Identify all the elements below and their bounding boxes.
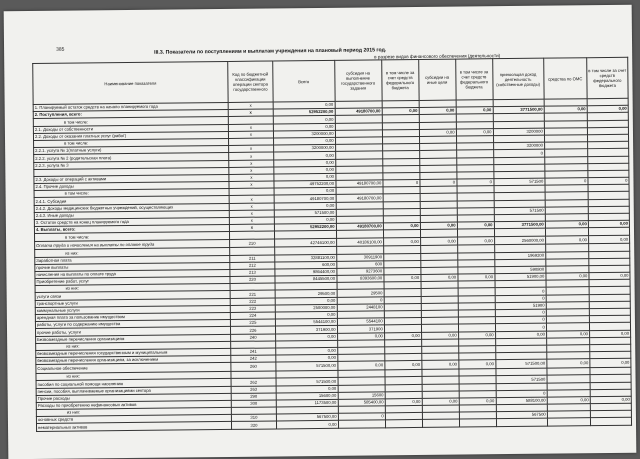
- row-label: Социальное обеспечение: [36, 363, 231, 374]
- header-name: Наименование показателя: [33, 61, 228, 104]
- row-value: 52952200,00: [274, 224, 336, 232]
- row-label: из них:: [35, 284, 230, 293]
- row-value: 51900: [495, 302, 546, 310]
- row-label: прочие выплаты: [35, 262, 230, 271]
- row-value: 0,00: [382, 108, 419, 116]
- row-label: 2.2.2. услуга № 2 (родительская плата): [34, 153, 229, 162]
- row-code: x: [229, 217, 274, 225]
- row-value: 29500,00: [275, 290, 337, 298]
- row-code: x: [229, 195, 274, 203]
- row-code: x: [229, 159, 274, 167]
- row-label: пенсии, пособия, выплачиваемые организациями сектора: [36, 386, 231, 395]
- row-label: в том числе:: [34, 189, 229, 198]
- row-value: 42746100,00: [275, 238, 337, 247]
- row-code: 240: [230, 334, 275, 342]
- row-code: x: [228, 124, 273, 132]
- row-code: x: [228, 145, 273, 153]
- row-value: 0,00: [274, 152, 336, 160]
- row-value: 49180700,00: [336, 223, 383, 231]
- row-value: 51900,00: [494, 273, 545, 281]
- row-value: 0,00: [274, 216, 336, 224]
- row-value: 49180700,00: [335, 108, 382, 116]
- row-value: 29500: [337, 289, 384, 297]
- row-value: 0,00: [587, 105, 628, 113]
- row-value: 0,00: [274, 188, 336, 196]
- row-value: 49180700,00: [274, 195, 336, 203]
- row-value: 3200000: [493, 142, 544, 150]
- row-label: Оплата труда и начисления на выплаты по оплате труда: [35, 239, 230, 250]
- row-value: 0,00: [277, 421, 339, 429]
- row-value: [338, 420, 385, 428]
- row-value: 0,00: [384, 275, 421, 283]
- row-label: из них:: [36, 408, 231, 417]
- row-label: 2.4.3. Иные доходы: [34, 210, 229, 219]
- row-code: 262: [231, 378, 276, 386]
- row-value: 0,00: [274, 166, 336, 174]
- row-code: x: [228, 102, 273, 110]
- row-value: 371900: [337, 325, 384, 333]
- row-label: прочие работы, услуги: [35, 327, 230, 336]
- row-code: x: [229, 152, 274, 160]
- row-value: 0,00: [274, 202, 336, 210]
- row-code: 220: [230, 276, 275, 284]
- row-value: 0,00: [422, 398, 459, 406]
- row-label: 2.2.1. услуга № 1(платные услуги): [34, 146, 229, 155]
- row-value: 571500: [493, 178, 544, 186]
- row-label: работы, услуги по содержанию имущества: [35, 320, 230, 329]
- row-value: 0,00: [589, 330, 630, 338]
- row-value: 567500: [496, 411, 547, 419]
- row-label: безвозмездные перечисления организациям, за исключением: [36, 356, 231, 365]
- row-value: 0: [495, 309, 546, 317]
- row-value: 52952200,00: [273, 109, 335, 117]
- row-code: x: [229, 167, 274, 175]
- row-value: 0,00: [385, 398, 422, 406]
- row-value: 0,00: [337, 332, 384, 340]
- row-value: 0,00: [276, 385, 338, 393]
- header-inc3: в том числе за счет средств федерального бюджета: [587, 57, 629, 98]
- row-value: 49180700,00: [336, 180, 383, 188]
- row-value: 15600: [338, 392, 385, 400]
- row-code: x: [228, 131, 273, 139]
- row-value: 0: [545, 178, 588, 186]
- row-value: 0: [338, 413, 385, 421]
- row-value: 0: [383, 180, 420, 188]
- row-value: 0,00: [419, 129, 456, 137]
- row-value: 0,00: [385, 361, 422, 370]
- row-value: [547, 418, 590, 426]
- row-value: 0,00: [420, 222, 457, 230]
- row-value: 0,00: [458, 274, 495, 282]
- row-value: 0,00: [276, 333, 338, 341]
- row-value: 8445500,00: [275, 275, 337, 283]
- row-value: 0,00: [458, 331, 495, 339]
- header-subsidy: субсидия на выполнение государственного задания: [334, 60, 382, 101]
- row-value: 588100,00: [496, 397, 547, 405]
- row-value: 0,00: [274, 159, 336, 167]
- row-value: 571500,00: [274, 209, 336, 217]
- row-value: 0,00: [457, 222, 494, 230]
- row-value: 0,00: [546, 330, 589, 338]
- row-code: 241: [231, 348, 276, 356]
- row-value: 0,00: [273, 123, 335, 131]
- row-value: 567500,00: [276, 414, 338, 422]
- row-value: 0,00: [273, 101, 335, 109]
- row-value: 15600,00: [276, 392, 338, 400]
- row-code: 213: [230, 269, 275, 277]
- row-label: транспортные услуги: [35, 298, 230, 307]
- row-value: 3200000,00: [273, 130, 335, 138]
- row-label: в том числе:: [33, 117, 228, 126]
- row-label: Безвозмездные перечисления организациям: [36, 334, 231, 343]
- row-code: 223: [230, 305, 275, 313]
- header-code: Код по бюджетной классификации операции сектора государственного: [228, 61, 274, 102]
- row-value: 9864400,00: [275, 268, 337, 276]
- row-value: [590, 418, 631, 426]
- row-label: 2.2.3. услуга № 3: [34, 160, 229, 169]
- row-value: 0,00: [421, 332, 458, 340]
- row-value: 5544100,00: [275, 319, 337, 327]
- row-value: 585400,00: [338, 399, 385, 407]
- row-value: 30911900: [336, 253, 383, 261]
- row-value: [496, 419, 547, 427]
- row-value: 3771500,00: [494, 221, 545, 229]
- row-label: коммунальные услуги: [35, 305, 230, 314]
- row-value: 40186100,00: [336, 237, 383, 246]
- row-value: 8393600,00: [337, 275, 384, 283]
- row-value: 0,00: [495, 331, 546, 339]
- row-value: 3200000,00: [274, 144, 336, 152]
- row-label: начисления на выплаты по оплате труда: [35, 269, 230, 278]
- row-code: 221: [230, 290, 275, 298]
- row-value: 0,00: [274, 173, 336, 181]
- row-value: 49752200,00: [274, 180, 336, 188]
- header-other: субсидии на иные цели: [418, 59, 455, 100]
- row-label: арендная плата за пользование имуществом: [35, 312, 230, 321]
- row-value: 0,00: [275, 311, 337, 319]
- row-value: [385, 420, 422, 428]
- row-label: 3. Остаток средств на конец планируемого года: [34, 217, 229, 226]
- row-value: 0,00: [337, 361, 384, 370]
- row-label: 2.3. Доходы от операций с активами: [34, 174, 229, 183]
- row-value: 0,00: [589, 272, 630, 280]
- row-label: 2.1. Доходы от собственности: [33, 124, 228, 133]
- document-sheet: [4, 5, 637, 459]
- header-income: приносящая доход деятельность (собственные доходы): [492, 58, 544, 100]
- row-value: 571500,00: [495, 359, 546, 368]
- row-value: 590800: [494, 266, 545, 274]
- row-value: 0: [337, 297, 384, 305]
- row-value: 571500: [494, 207, 545, 215]
- row-value: 0,00: [276, 354, 338, 362]
- row-label: из них:: [36, 372, 231, 381]
- row-label: 2.2. Доходы от оказания платных услуг (работ): [33, 131, 228, 140]
- row-code: x: [229, 174, 274, 182]
- row-value: 571500,00: [276, 378, 338, 386]
- row-code: 310: [231, 414, 276, 422]
- row-label: 2.4.2. Доходы медицинских бюджетных учреждений, осуществляющих: [34, 203, 229, 212]
- row-value: 0: [493, 149, 544, 157]
- row-label: Расходы по приобретению нефинансовых активов: [36, 400, 231, 409]
- row-value: 0,00: [275, 297, 337, 305]
- row-code: x: [229, 224, 274, 232]
- row-code: x: [229, 210, 274, 218]
- row-value: 0,00: [588, 235, 629, 244]
- row-value: 0: [495, 288, 546, 296]
- row-value: 0,00: [422, 360, 459, 369]
- row-value: 0,00: [546, 273, 589, 281]
- row-value: 0: [495, 324, 546, 332]
- row-code: 226: [230, 326, 275, 334]
- row-value: 2560000,00: [494, 236, 545, 245]
- row-code: 212: [230, 262, 275, 270]
- row-label: в том числе:: [35, 232, 230, 241]
- row-label: 2.4. Прочие доходы: [34, 182, 229, 191]
- header-total: Всего: [273, 60, 335, 102]
- row-label: основных средств: [36, 415, 231, 424]
- row-label: из них:: [35, 248, 230, 257]
- row-value: 0,00: [544, 106, 587, 114]
- row-value: 0,00: [457, 236, 494, 245]
- table-body: [33, 98, 631, 431]
- row-value: 0,00: [545, 235, 588, 244]
- row-code: 222: [230, 298, 275, 306]
- row-label: пособия по социальной помощи населению: [36, 379, 231, 388]
- row-value: 0,00: [590, 396, 631, 404]
- row-value: 3200000: [493, 128, 544, 136]
- row-code: x: [229, 203, 274, 211]
- row-value: 0,00: [419, 107, 456, 115]
- row-label: 4. Выплаты, всего:: [34, 225, 229, 234]
- row-label: нематериальных активов: [36, 422, 231, 431]
- row-value: 0,00: [276, 347, 338, 355]
- row-value: 0: [588, 177, 629, 185]
- row-code: 300: [231, 400, 276, 408]
- row-value: 5544100: [337, 318, 384, 326]
- row-label: безвозмездные перечисления государственным и муниципальным: [36, 348, 231, 357]
- row-code: 290: [231, 393, 276, 401]
- row-label: услуги связи: [35, 291, 230, 300]
- row-value: 0,00: [547, 359, 590, 368]
- row-code: x: [229, 181, 274, 189]
- row-code: 225: [230, 319, 275, 327]
- row-code: x: [228, 109, 273, 117]
- row-value: 371900,00: [276, 326, 338, 334]
- document-title: III.3. Показатели по поступлениям и выплатам учреждения на плановый период 2015 год.: [154, 47, 387, 56]
- row-value: 571500: [496, 375, 547, 383]
- row-value: 600,00: [275, 261, 337, 269]
- row-label: в том числе:: [34, 138, 229, 147]
- row-value: 600: [336, 261, 383, 269]
- row-value: 0,00: [384, 332, 421, 340]
- row-value: 0: [495, 295, 546, 303]
- row-value: 0,00: [421, 274, 458, 282]
- page-number: 385: [56, 46, 65, 53]
- row-value: 3771500,00: [493, 106, 544, 114]
- row-label: из них:: [36, 341, 231, 350]
- header-inc1: в том числе за счет средств федерального бюджета: [381, 59, 418, 100]
- row-value: [422, 420, 459, 428]
- row-value: 0,00: [274, 137, 336, 145]
- row-value: 0,00: [545, 221, 588, 229]
- row-value: 32881100,00: [275, 254, 337, 262]
- row-value: 0,00: [383, 223, 420, 231]
- row-code: 320: [231, 421, 276, 429]
- row-value: 1969200: [494, 252, 545, 260]
- row-code: 224: [230, 312, 275, 320]
- row-label: Приобретение работ, услуг: [35, 277, 230, 286]
- row-value: 9273600: [336, 268, 383, 276]
- row-code: 211: [230, 255, 275, 263]
- row-value: 0,00: [456, 128, 493, 136]
- row-value: 0,00: [588, 220, 629, 228]
- row-value: 0: [457, 179, 494, 187]
- row-value: [459, 419, 496, 427]
- row-value: 0,00: [273, 116, 335, 124]
- row-value: 571500,00: [276, 362, 338, 371]
- row-value: 0,00: [458, 360, 495, 369]
- row-value: 0: [420, 179, 457, 187]
- row-label: Заработная плата: [35, 255, 230, 264]
- finance-table: [32, 57, 632, 432]
- row-value: 2448100: [337, 304, 384, 312]
- row-value: 2500000,00: [275, 304, 337, 312]
- table-header-row: [33, 57, 628, 104]
- row-code: 263: [231, 385, 276, 393]
- row-value: 0,00: [459, 398, 496, 406]
- row-label: 1. Планируемый остаток средств на начало планируемого года: [33, 102, 228, 111]
- row-value: 1173500,00: [276, 399, 338, 407]
- row-label: Прочие расходы: [36, 393, 231, 402]
- row-code: 260: [231, 362, 276, 371]
- row-value: 0,00: [456, 107, 493, 115]
- row-value: 0,00: [590, 359, 631, 368]
- row-value: 0: [496, 390, 547, 398]
- row-code: 242: [231, 355, 276, 363]
- row-label: 2. Поступления, всего:: [33, 110, 228, 119]
- row-value: 0,00: [383, 237, 420, 246]
- row-value: 0: [495, 316, 546, 324]
- document-subtitle: в разрезе видов финансового обеспечения (деятельности): [374, 53, 501, 60]
- row-value: 0,00: [547, 397, 590, 405]
- row-label: 2.4.1. Субсидии: [34, 196, 229, 205]
- row-code: 210: [229, 239, 274, 248]
- row-value: 0,00: [420, 237, 457, 246]
- header-inc2: в том числе за счет средств федерального бюджета: [455, 59, 492, 100]
- header-oms: средства по ОМС: [544, 58, 588, 99]
- row-value: 49180700,00: [336, 194, 383, 202]
